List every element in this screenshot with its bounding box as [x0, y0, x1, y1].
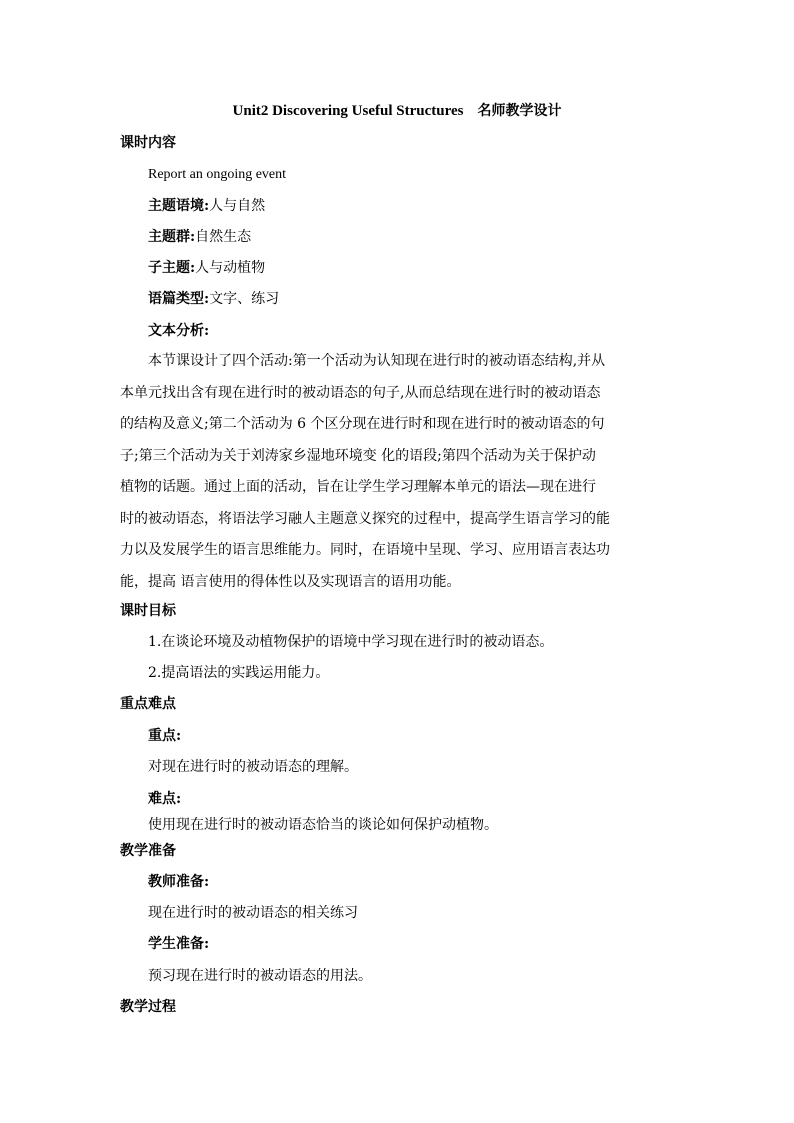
analysis-line: 本节课设计了四个活动:第一个活动为认知现在进行时的被动语态结构,并从	[148, 353, 606, 369]
analysis-line: 能，提高 语言使用的得体性以及实现语言的语用功能。	[120, 573, 461, 590]
theme-group-row	[148, 227, 251, 247]
theme-context-value: 人与自然	[209, 198, 266, 214]
key-value: 对现在进行时的被动语态的理解。	[148, 759, 358, 775]
title-chinese: 名师教学设计	[477, 103, 562, 119]
theme-context-row	[148, 196, 265, 216]
analysis-paragraph	[120, 346, 680, 598]
sub-theme-value: 人与动植物	[195, 260, 266, 276]
analysis-line: 力以及发展学生的语言思维能力。同时，在语境中呈现、学习、应用语言表达功	[120, 542, 610, 558]
section-heading-keypoints: 重点难点	[120, 696, 176, 712]
theme-context-label: 主题语境:	[148, 198, 210, 214]
analysis-line: 时的被动语态，将语法学习融人主题意义探究的过程中，提高学生语言学习的能	[120, 510, 610, 527]
goal-item: 2.提高语法的实践运用能力。	[148, 665, 330, 681]
analysis-line: 子;第三个活动为关于刘涛家乡湿地环境变 化的语段;第四个活动为关于保护动	[120, 447, 596, 464]
goal-item: 1.在谈论环境及动植物保护的语境中学习现在进行时的被动语态。	[148, 634, 554, 650]
section-heading-content: 课时内容	[120, 135, 176, 151]
content-topic: Report an ongoing event	[148, 167, 287, 182]
difficulty-value: 使用现在进行时的被动语态恰当的谈论如何保护动植物。	[148, 817, 498, 833]
student-prep-value: 预习现在进行时的被动语态的用法。	[148, 968, 372, 984]
sub-theme-label: 子主题:	[148, 260, 196, 276]
teacher-prep-label: 教师准备:	[148, 874, 210, 890]
theme-group-label: 主题群:	[148, 229, 196, 245]
analysis-line: 的结构及意义;第二个活动为 6 个区分现在进行时和现在进行时的被动语态的句	[120, 416, 605, 432]
document-title	[0, 100, 794, 120]
title-english: Unit2 Discovering Useful Structures	[232, 103, 464, 119]
text-type-value: 文字、练习	[209, 291, 280, 307]
section-heading-process: 教学过程	[120, 999, 176, 1015]
section-heading-goals: 课时目标	[120, 603, 176, 619]
key-label: 重点:	[148, 728, 182, 744]
difficulty-label: 难点:	[148, 791, 182, 807]
theme-group-value: 自然生态	[195, 229, 252, 245]
analysis-label: 文本分析:	[148, 323, 210, 339]
text-type-label: 语篇类型:	[148, 291, 210, 307]
analysis-line: 植物的话题。通过上面的活动，旨在让学生学习理解本单元的语法—现在进行	[120, 479, 596, 495]
sub-theme-row	[148, 258, 265, 278]
analysis-line: 本单元找出含有现在进行时的被动语态的句子,从而总结现在进行时的被动语态	[120, 384, 601, 401]
student-prep-label: 学生准备:	[148, 936, 210, 952]
text-type-row	[148, 289, 279, 309]
teacher-prep-value: 现在进行时的被动语态的相关练习	[148, 905, 358, 921]
section-heading-prep: 教学准备	[120, 843, 176, 859]
